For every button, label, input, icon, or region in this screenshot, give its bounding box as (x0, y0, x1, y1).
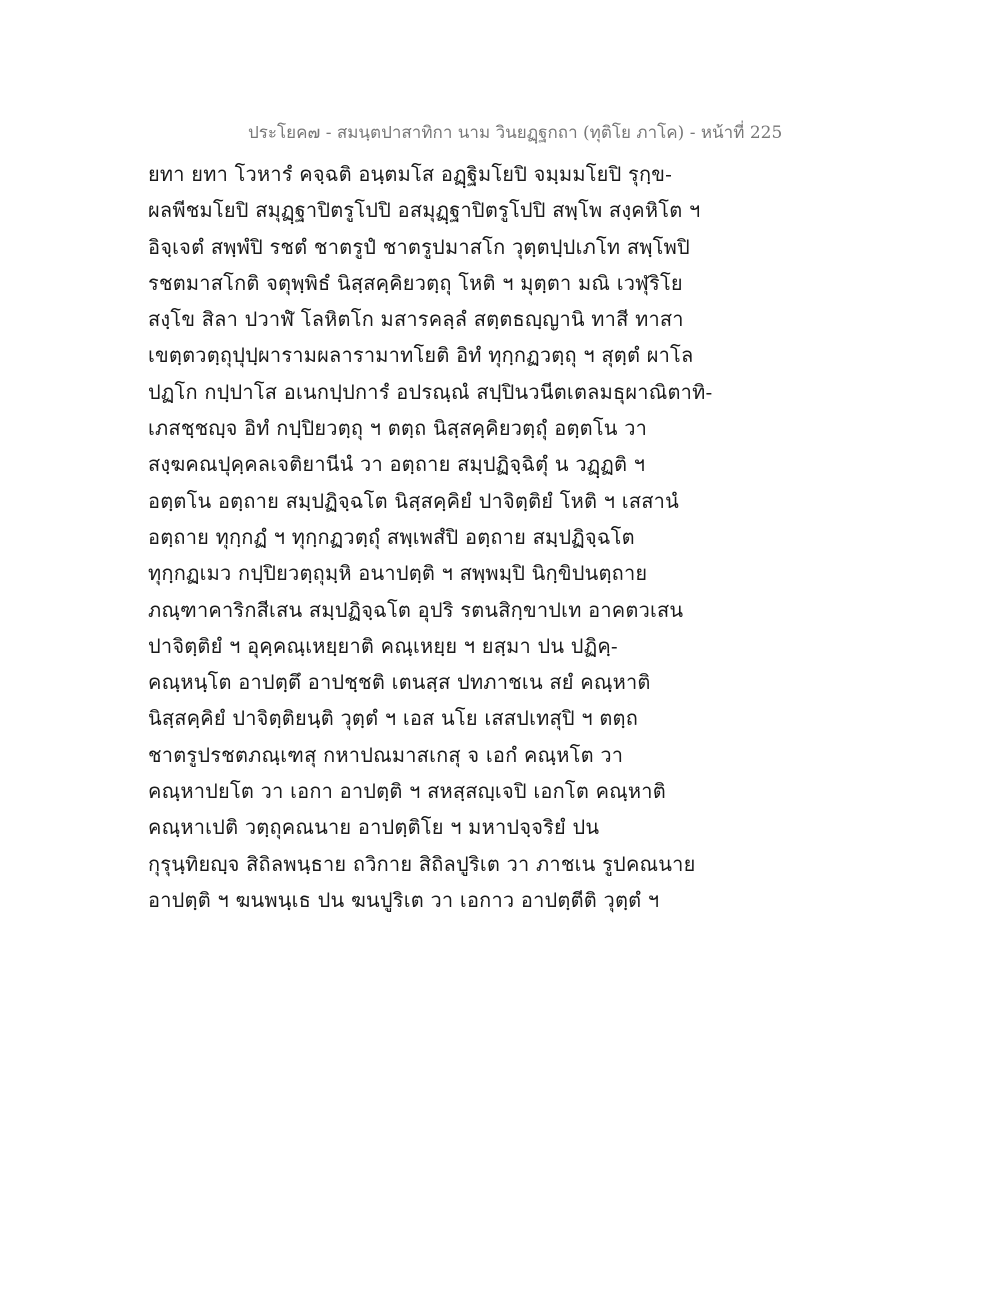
text-line: คณฺหาเปติ วตฺถุคณนาย อาปตฺติโย ฯ มหาปจฺจริยํ ปน (148, 815, 600, 840)
body-text (148, 156, 713, 918)
text-line: เภสชฺชญฺจ อิทํ กปฺปิยวตฺถุ ฯ ตตฺถ นิสฺสคฺคิยวตฺถุํ อตฺตโน วา (148, 416, 648, 441)
text-line: ปาจิตฺติยํ ฯ อุคฺคณฺเหยฺยาติ คณฺเหยฺย ฯ ยสฺมา ปน ปฏิคฺ- (148, 633, 618, 658)
text-line: อิจฺเจตํ สพฺพํปิ รชตํ ชาตรูปํ ชาตรูปมาสโก วุตฺตปฺปเภโท สพฺโพปิ (148, 234, 690, 259)
text-line: อาปตฺติ ฯ ฆนพนฺเธ ปน ฆนปูริเต วา เอกาว อาปตฺตีติ วุตฺตํ ฯ (148, 887, 660, 912)
text-line: สงฺโข สิลา ปวาฬํ โลหิตโก มสารคลฺลํ สตฺตธญฺญานิ ทาสี ทาสา (148, 307, 684, 332)
text-line: อตฺตโน อตฺถาย สมฺปฏิจฺฉโต นิสฺสคฺคิยํ ปาจิตฺติยํ โหติ ฯ เสสานํ (148, 488, 679, 513)
text-line: คณฺหาปยโต วา เอกา อาปตฺติ ฯ สหสฺสญฺเจปิ เอกโต คณฺหาติ (148, 779, 666, 804)
text-line: ทุกฺกฏเมว กปฺปิยวตฺถุมฺหิ อนาปตฺติ ฯ สพฺพมฺปิ นิกฺขิปนตฺถาย (148, 561, 648, 586)
text-line: ผลพีชมโยปิ สมุฏฺฐาปิตรูโปปิ อสมุฏฺฐาปิตรูโปปิ สพฺโพ สงฺคหิโต ฯ (148, 198, 701, 223)
text-line: ชาตรูปรชตภณฺเฑสุ กหาปณมาสเกสุ จ เอกํ คณฺหโต วา (148, 742, 624, 767)
text-line: ปฏโก กปฺปาโส อเนกปฺปการํ อปรณฺณํ สปฺปินวนีตเตลมธุผาณิตาทิ- (148, 379, 713, 404)
text-line: ภณฺฑาคาริกสีเสน สมฺปฏิจฺฉโต อุปริ รตนสิกฺขาปเท อาคตวเสน (148, 597, 684, 622)
text-line: สงฺฆคณปุคฺคลเจติยานีนํ วา อตฺถาย สมฺปฏิจฺฉิตุํ น วฏฺฏติ ฯ (148, 452, 646, 477)
text-line: ยทา ยทา โวหารํ คจฺฉติ อนฺตมโส อฏฺฐิมโยปิ จมฺมมโยปิ รุกฺข- (148, 162, 673, 186)
text-line: อตฺถาย ทุกฺกฏํ ฯ ทุกฺกฏวตฺถุํ สพฺเพสํปิ อตฺถาย สมฺปฏิจฺฉโต (148, 524, 635, 549)
text-line: กุรุนฺทิยญฺจ สิถิลพนฺธาย ถวิกาย สิถิลปูริเต วา ภาชเน รูปคณนาย (148, 851, 696, 876)
page-header: ประโยค๗ - สมนฺตปาสาทิกา นาม วินยฏฺฐกถา (ทุติโย ภาโค) - หน้าที่ 225 (248, 123, 783, 143)
text-line: รชตมาสโกติ จตุพฺพิธํ นิสฺสคฺคิยวตฺถุ โหติ ฯ มุตฺตา มณิ เวฬุริโย (148, 270, 683, 295)
text-line: คณฺหนฺโต อาปตฺตึ อาปชฺชติ เตนสฺส ปทภาชเน สยํ คณฺหาติ (148, 670, 651, 695)
text-line: เขตฺตวตฺถุปุปฺผารามผลารามาทโยติ อิทํ ทุกฺกฏวตฺถุ ฯ สุตฺตํ ผาโล (148, 343, 694, 368)
text-line: นิสฺสคฺคิยํ ปาจิตฺติยนฺติ วุตฺตํ ฯ เอส นโย เสสปเทสุปิ ฯ ตตฺถ (148, 706, 639, 731)
